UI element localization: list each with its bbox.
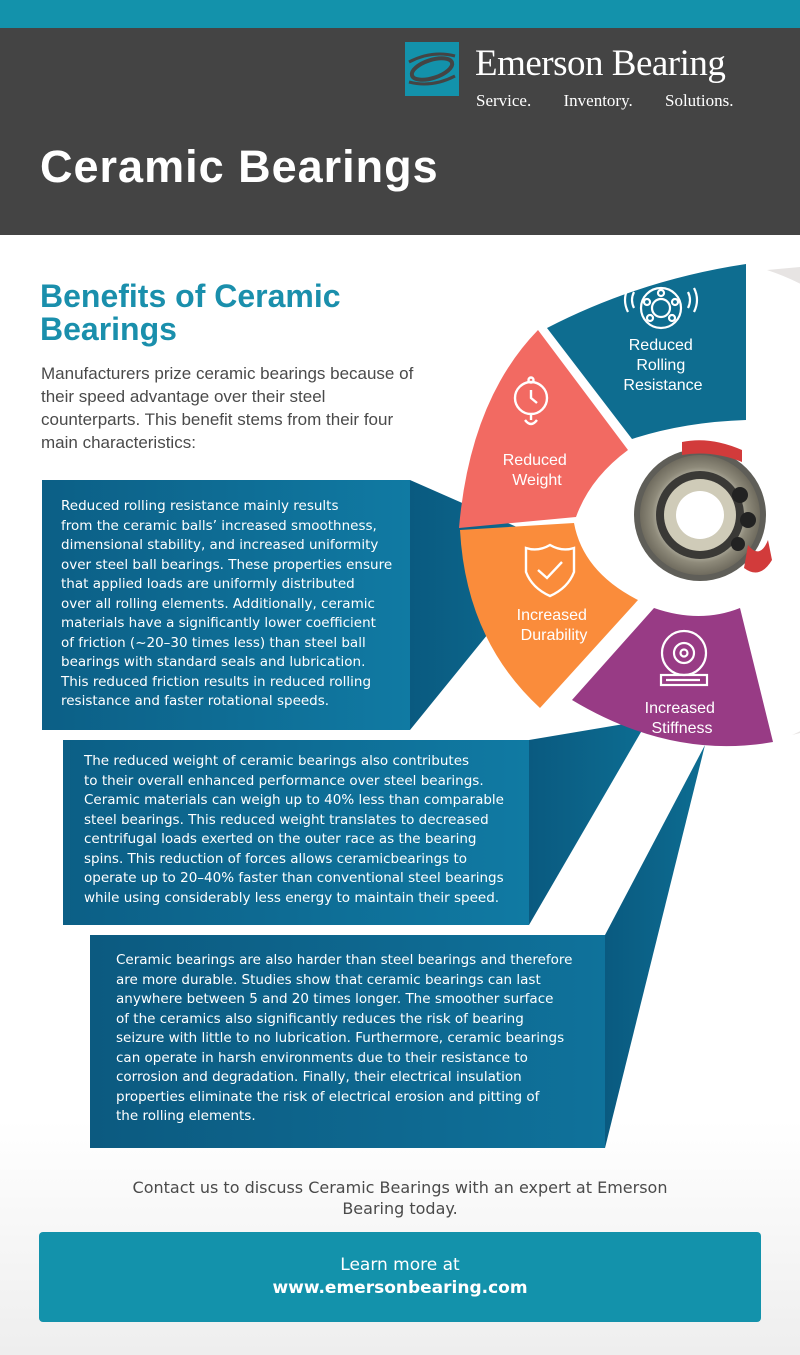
detail-text-durability: Ceramic bearings are also harder than steel bearings and therefore are more durable. Studies show that ceramic bearings can last anywhere between 5 and 20 times longer. The smoother surface of the ceramics also significantly reduces the risk of bearing seizure with little to no lubrication. Furthermore, ceramic bearings can operate in harsh environments due to their resistance to corrosion and degradation. Finally, their electrical insulation properties eliminate the risk of electrical erosion and pitting of the rolling elements. — [116, 952, 573, 1124]
detail-box-weight — [63, 740, 529, 925]
ceramic-bearing-image — [623, 425, 799, 601]
segment-label-reduced-weight: Reduced Weight — [502, 452, 567, 489]
contact-text: Contact us to discuss Ceramic Bearings with an expert at Emerson Bearing today. — [132, 1178, 668, 1218]
cta-lead: Learn more at — [340, 1255, 460, 1275]
segment-label-increased-durability: Increased Durability — [516, 607, 588, 644]
page-header — [0, 28, 800, 235]
connector-durability — [605, 745, 705, 1148]
logo-name: Emerson Bearing — [475, 43, 726, 84]
learn-more-banner[interactable] — [39, 1232, 761, 1322]
tagline-service: Service. — [476, 91, 532, 110]
detail-box-durability — [90, 935, 605, 1148]
segment-label-increased-stiffness: Increased Stiffness — [644, 700, 715, 737]
tagline-solutions: Solutions. — [664, 91, 734, 110]
segment-label-reduced-rolling-resistance: Reduced Rolling Resistance — [623, 337, 703, 394]
benefits-intro: Manufacturers prize ceramic bearings because of their speed advantage over their steel counterparts. This benefit stems from their four main characteristics: — [41, 364, 414, 452]
detail-box-rolling-resistance — [42, 480, 410, 730]
brand-logo[interactable] — [405, 42, 765, 110]
detail-text-rolling-resistance: Reduced rolling resistance mainly results from the ceramic balls’ increased smoothness, dimensional stability, and increased uniformity over steel ball bearings. These properties ensure that applied loads are uniformly distributed over all rolling elements. Additionally, ceramic materials have a significantly lower coefficient of friction (~20–30 times less) than steel ball bearings with standard seals and lubrication. This reduced friction results in reduced rolling resistance and faster rotational speeds. — [61, 498, 393, 709]
website-link[interactable]: www.emersonbearing.com — [272, 1278, 528, 1298]
benefits-heading: Benefits of Ceramic Bearings — [40, 278, 341, 347]
top-accent-bar — [0, 0, 800, 28]
page-title: Ceramic Bearings — [40, 141, 439, 192]
logo-tagline — [476, 91, 759, 111]
emerson-logo-icon — [405, 42, 459, 96]
detail-text-weight: The reduced weight of ceramic bearings also contributes to their overall enhanced performance over steel bearings. Ceramic materials can weigh up to 40% less than comparable steel bearings. This reduced weight translates to decreased centrifugal loads exerted on the outer race as the bearing spins. This reduction of forces allows ceramicbearings to operate up to 20–40% faster than conventional steel bearings while using considerably less energy to maintain their speed. — [84, 753, 504, 906]
tagline-inventory: Inventory. — [563, 91, 633, 110]
